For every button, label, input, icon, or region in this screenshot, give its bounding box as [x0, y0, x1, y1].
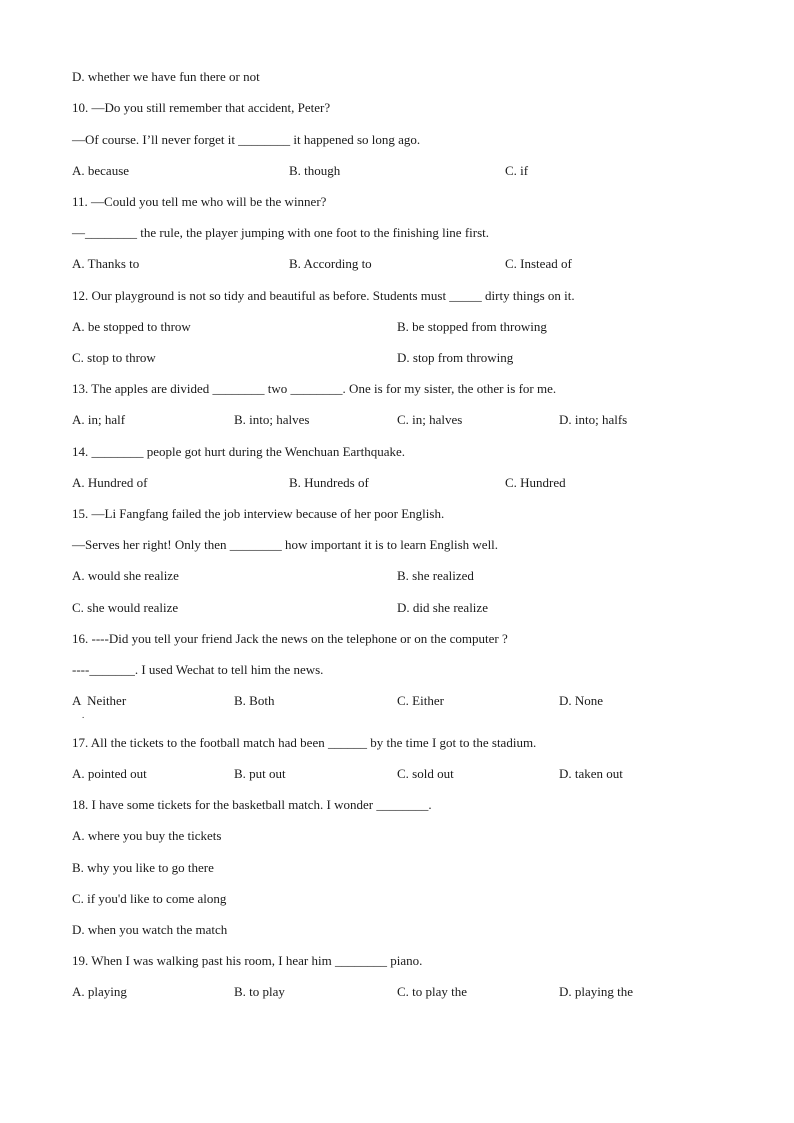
question-12-option-d: D. stop from throwing — [397, 350, 514, 365]
question-16-option-a: A Neither — [72, 693, 127, 708]
question-18-option-c: C. if you'd like to come along — [72, 891, 227, 906]
question-12-option-c: C. stop to throw — [72, 350, 156, 365]
question-15-option-c: C. she would realize — [72, 600, 179, 615]
question-18-option-b: B. why you like to go there — [72, 860, 214, 875]
question-14-option-b: B. Hundreds of — [289, 475, 369, 490]
question-13-option-b: B. into; halves — [234, 412, 310, 427]
question-10-stem: 10. —Do you still remember that accident, Peter? — [72, 100, 331, 115]
question-11-stem: 11. —Could you tell me who will be the winner? — [72, 194, 327, 209]
question-17-option-d: D. taken out — [559, 766, 623, 781]
question-16-option-d: D. None — [559, 693, 604, 708]
question-19-stem: 19. When I was walking past his room, I hear him ________ piano. — [72, 953, 423, 968]
question-15-stem: 15. —Li Fangfang failed the job interview because of her poor English. — [72, 506, 445, 521]
question-10-reply: —Of course. I’ll never forget it ________ it happened so long ago. — [72, 132, 421, 147]
question-16-option-a-dot: . — [82, 710, 85, 720]
question-14-stem: 14. ________ people got hurt during the Wenchuan Earthquake. — [72, 444, 406, 459]
question-13-option-c: C. in; halves — [397, 412, 463, 427]
question-17-option-b: B. put out — [234, 766, 286, 781]
question-16-option-b: B. Both — [234, 693, 275, 708]
question-18-stem: 18. I have some tickets for the basketball match. I wonder ________. — [72, 797, 432, 812]
question-16-stem: 16. ----Did you tell your friend Jack the news on the telephone or on the computer ? — [72, 631, 508, 646]
question-11-option-b: B. According to — [289, 256, 372, 271]
question-10-option-c: C. if — [505, 163, 529, 178]
question-19-option-b: B. to play — [234, 984, 285, 999]
question-17-option-a: A. pointed out — [72, 766, 147, 781]
question-19-option-a: A. playing — [72, 984, 127, 999]
question-10-option-a: A. because — [72, 163, 130, 178]
question-15-option-d: D. did she realize — [397, 600, 488, 615]
question-15-reply: —Serves her right! Only then ________ how important it is to learn English well. — [72, 537, 499, 552]
question-15-option-a: A. would she realize — [72, 568, 179, 583]
question-11-reply: —________ the rule, the player jumping with one foot to the finishing line first. — [72, 225, 490, 240]
question-17-option-c: C. sold out — [397, 766, 454, 781]
question-9-option-d: D. whether we have fun there or not — [72, 69, 260, 84]
question-12-option-b: B. be stopped from throwing — [397, 319, 547, 334]
question-11-option-c: C. Instead of — [505, 256, 572, 271]
question-14-option-c: C. Hundred — [505, 475, 566, 490]
question-15-option-b: B. she realized — [397, 568, 474, 583]
question-16-option-c: C. Either — [397, 693, 444, 708]
question-12-option-a: A. be stopped to throw — [72, 319, 191, 334]
question-18-option-d: D. when you watch the match — [72, 922, 228, 937]
question-13-option-d: D. into; halfs — [559, 412, 628, 427]
question-19-option-d: D. playing the — [559, 984, 634, 999]
question-10-option-b: B. though — [289, 163, 341, 178]
question-17-stem: 17. All the tickets to the football match had been ______ by the time I got to the stadium. — [72, 735, 537, 750]
question-16-reply: ----_______. I used Wechat to tell him the news. — [72, 662, 324, 677]
question-14-option-a: A. Hundred of — [72, 475, 148, 490]
question-19-option-c: C. to play the — [397, 984, 468, 999]
question-13-stem: 13. The apples are divided ________ two ________. One is for my sister, the other is for me. — [72, 381, 557, 396]
question-11-option-a: A. Thanks to — [72, 256, 140, 271]
question-18-option-a: A. where you buy the tickets — [72, 828, 222, 843]
question-12-stem: 12. Our playground is not so tidy and beautiful as before. Students must _____ dirty things on it. — [72, 288, 575, 303]
question-13-option-a: A. in; half — [72, 412, 126, 427]
